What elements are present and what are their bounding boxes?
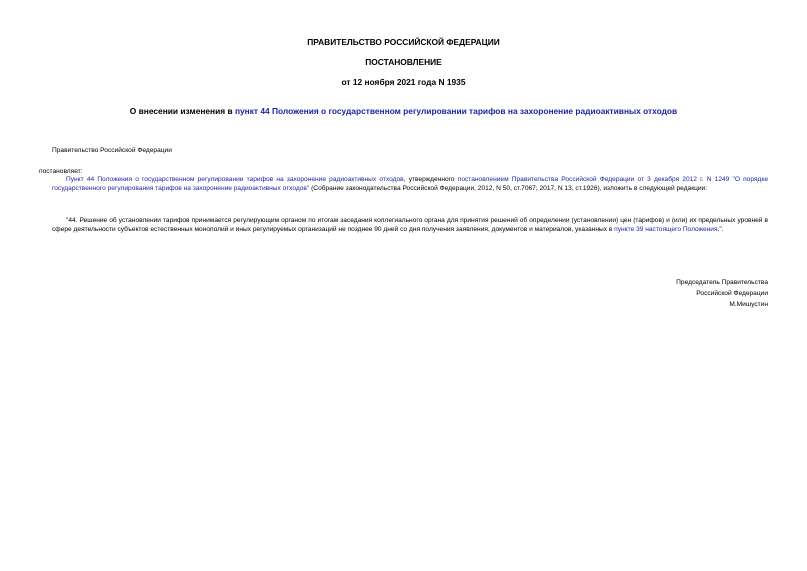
signature-title-line2: Российской Федерации <box>696 290 768 297</box>
date-number-heading: от 12 ноября 2021 года N 1935 <box>341 77 466 87</box>
para1-text2: (Собрание законодательства Российской Федерации, 2012, N 50, ст.7067; 2017, N 13, ст.1926), изложить в следующей редакции: <box>309 184 708 192</box>
title-link-point-44[interactable]: пункт 44 Положения о государственном регулировании тарифов на захоронение радиоактивных отходов <box>234 106 678 116</box>
resolution-1249-link[interactable]: постановлением Правительства Российской Федерации от 3 декабря 2012 г. N 1249 "О порядке государственного регулирования тарифов на захоронение радиоактивных отходов" <box>52 176 768 192</box>
point-39-link[interactable]: пункте 39 настоящего Положения <box>614 225 718 233</box>
new-wording-paragraph <box>52 217 768 234</box>
point-44-link[interactable]: Пункт 44 Положения о государственном регулировании тарифов на захоронение радиоактивных отходов <box>66 176 404 183</box>
document-title <box>0 106 807 116</box>
document-type-heading: ПОСТАНОВЛЕНИЕ <box>365 57 442 67</box>
signature-title-line1: Председатель Правительства <box>676 279 768 286</box>
signature-name: М.Мишустин <box>729 301 768 308</box>
para2-text1: "44. Решение об установлении тарифов принимается регулирующим органом по итогам заседания коллегиального органа для принятия решений об определении (установлении) цен (тарифов) и (или) их предельных уровней в сфере деятельности субъектов естественных монополий и иных регулируемых организаций не позднее 90 дней со дня получения заявления, документов и материалов, указанных в <box>52 217 768 233</box>
amendment-paragraph <box>52 176 768 193</box>
resolves-text: постановляет: <box>39 168 83 175</box>
title-prefix: О внесении изменения в <box>129 106 235 116</box>
para2-text2: .". <box>717 225 724 233</box>
issuer-text: Правительство Российской Федерации <box>52 147 172 154</box>
para1-text1: , утвержденного <box>403 176 458 183</box>
government-heading: ПРАВИТЕЛЬСТВО РОССИЙСКОЙ ФЕДЕРАЦИИ <box>307 37 500 47</box>
